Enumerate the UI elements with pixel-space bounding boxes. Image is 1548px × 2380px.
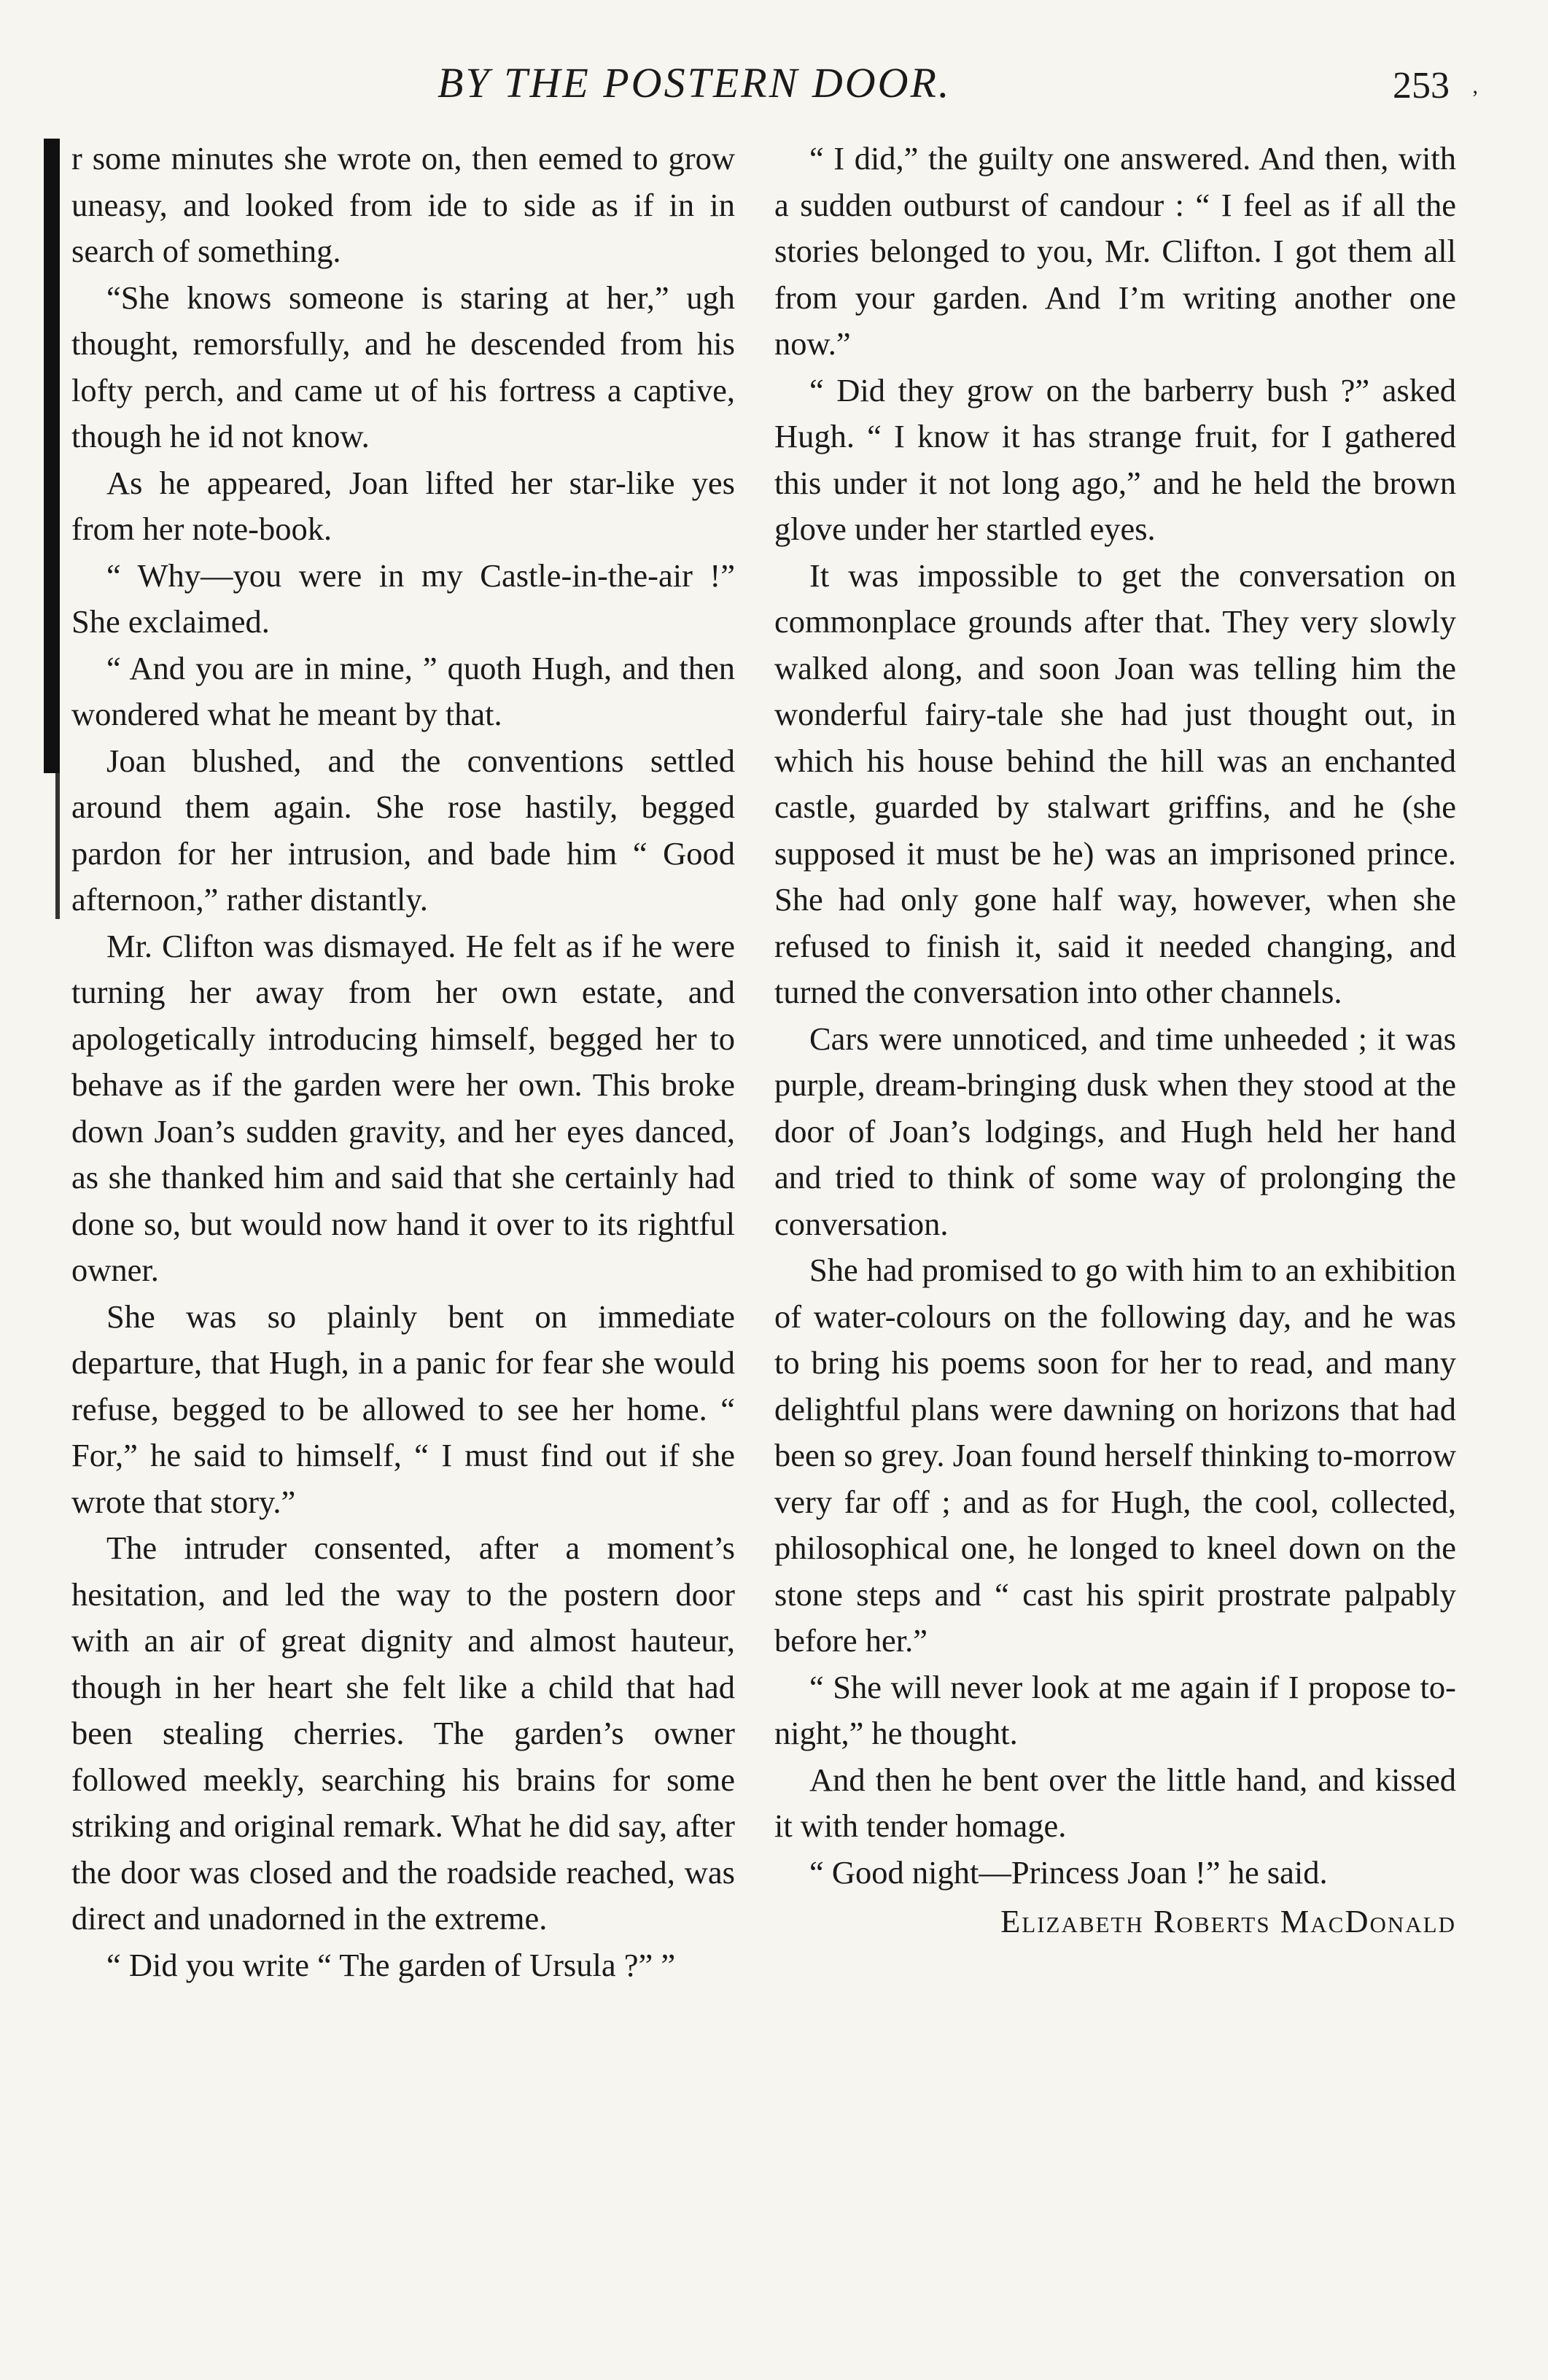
edge-mark: ’ bbox=[1471, 86, 1479, 110]
binding-shadow-thin bbox=[55, 773, 60, 919]
paragraph: “ She will never look at me again if I propose to-night,” he thought. bbox=[774, 1668, 1456, 1751]
page-header bbox=[0, 58, 1548, 124]
paragraph: “ And you are in mine, ” quoth Hugh, and then wondered what he meant by that. bbox=[71, 649, 735, 732]
left-column bbox=[71, 136, 735, 1988]
paragraph: “ Did they grow on the barberry bush ?” asked Hugh. “ I know it has strange fruit, for I gathered this under it not long ago,” and he held the brown glove under her startled eyes. bbox=[774, 371, 1456, 547]
paragraph: “ I did,” the guilty one answered. And then, with a sudden outburst of candour : “ I feel as if all the stories belonged to you, Mr. Clifton. I got them all from your garden. And I’m writing another one now.” bbox=[774, 140, 1456, 362]
page-number: 253 bbox=[1393, 65, 1450, 106]
paragraph: It was impossible to get the conversation on commonplace grounds after that. They very slowly walked along, and soon Joan was telling him the wonderful fairy-tale she had just thought out, in which his house behind the hill was an enchanted castle, guarded by stalwart griffins, and he (she supposed it must be he) was an imprisoned prince. She had only gone half way, however, when she refused to finish it, said it needed changing, and turned the conversation into other channels. bbox=[774, 557, 1456, 1010]
paragraph: Cars were unnoticed, and time unheeded ; it was purple, dream-bringing dusk when they stood at the door of Joan’s lodgings, and Hugh held her hand and tried to think of some way of prolonging the conversation. bbox=[774, 1020, 1456, 1242]
paragraph: And then he bent over the little hand, and kissed it with tender homage. bbox=[774, 1761, 1456, 1844]
paragraph: Joan blushed, and the conventions settled around them again. She rose hastily, begged pardon for her intrusion, and bade him “ Good afternoon,” rather distantly. bbox=[71, 742, 735, 918]
paragraph: “ Did you write “ The garden of Ursula ?” ” bbox=[106, 1946, 676, 1983]
paragraph: r some minutes she wrote on, then eemed to grow uneasy, and looked from ide to side as if in in search of something. bbox=[71, 140, 735, 269]
author-signature: Elizabeth Roberts MacDonald bbox=[1000, 1903, 1456, 1939]
right-column bbox=[774, 136, 1456, 1945]
paragraph: She had promised to go with him to an exhibition of water-colours on the following day, and he was to bring his poems soon for her to read, and many delightful plans were dawning on horizons that had been so grey. Joan found herself thinking to-morrow very far off ; and as for Hugh, the cool, collected, philosophical one, he longed to kneel down on the stone steps and “ cast his spirit prostrate palpably before her.” bbox=[774, 1252, 1456, 1659]
running-title: BY THE POSTERN DOOR. bbox=[437, 59, 952, 106]
paragraph: As he appeared, Joan lifted her star-like yes from her note-book. bbox=[71, 464, 735, 547]
paragraph: The intruder consented, after a moment’s hesitation, and led the way to the postern door with an air of great dignity and almost hauteur, though in her heart she felt like a child that had been stealing cherries. The garden’s owner followed meekly, searching his brains for some striking and original remark. What he did say, after the door was closed and the roadside reached, was direct and unadorned in the extreme. bbox=[71, 1530, 735, 1937]
paragraph: She was so plainly bent on immediate departure, that Hugh, in a panic for fear she would refuse, begged to be allowed to see her home. “ For,” he said to himself, “ I must find out if she wrote that story.” bbox=[71, 1298, 735, 1520]
paragraph: “She knows someone is staring at her,” ugh thought, remorsfully, and he descended from his lofty perch, and came ut of his fortress a captive, though he id not know. bbox=[71, 279, 735, 454]
paragraph: “ Good night—Princess Joan !” he said. bbox=[809, 1853, 1328, 1891]
binding-shadow bbox=[44, 139, 60, 773]
paragraph: Mr. Clifton was dismayed. He felt as if he were turning her away from her own estate, and apologetically introducing himself, begged her to behave as if the garden were her own. This broke down Joan’s sudden gravity, and her eyes danced, as she thanked him and said that she certainly had done so, but would now hand it over to its rightful owner. bbox=[71, 927, 735, 1288]
paragraph: “ Why—you were in my Castle-in-the-air !” She exclaimed. bbox=[71, 557, 735, 640]
